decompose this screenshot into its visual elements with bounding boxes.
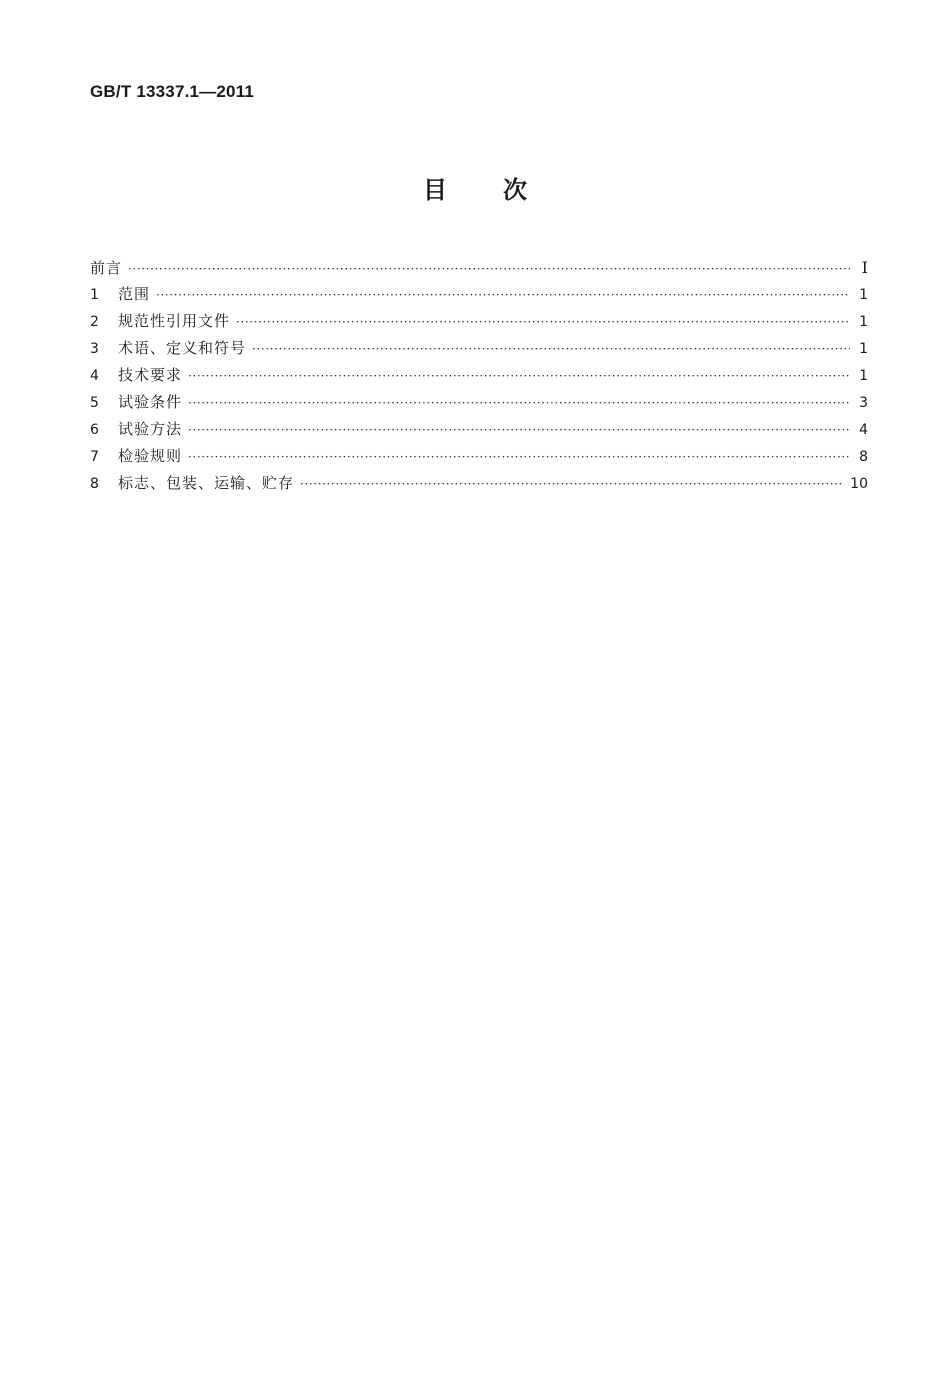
toc-entry-label: 技术要求: [118, 366, 183, 384]
toc-entry-test-conditions[interactable]: [90, 389, 868, 416]
table-of-contents: [90, 254, 868, 497]
toc-entry-number: 8: [90, 476, 99, 492]
toc-entry-page: 1: [859, 314, 868, 330]
toc-entry-label: 术语、定义和符号: [118, 339, 247, 357]
page-title: 目次: [423, 176, 583, 204]
toc-entry-label: 规范性引用文件: [118, 312, 231, 330]
toc-entry-label: 范围: [118, 285, 151, 303]
toc-leader-dots: [156, 282, 850, 309]
toc-entry-page: 10: [850, 476, 868, 492]
toc-entry-scope[interactable]: [90, 281, 868, 308]
toc-entry-terms-definitions[interactable]: [90, 335, 868, 362]
standard-code: GB/T 13337.1—2011: [90, 82, 255, 101]
toc-entry-number: 1: [90, 287, 99, 303]
toc-entry-page: 4: [859, 422, 868, 438]
toc-leader-dots: [300, 471, 844, 498]
toc-entry-number: 3: [90, 341, 99, 357]
toc-leader-dots: [252, 336, 850, 363]
toc-entry-page: 1: [859, 341, 868, 357]
toc-entry-number: 2: [90, 314, 99, 330]
toc-entry-page: I: [861, 258, 868, 277]
toc-entry-number: 7: [90, 449, 99, 465]
toc-leader-dots: [188, 444, 850, 471]
toc-entry-label: 试验条件: [118, 393, 183, 411]
toc-entry-label: 标志、包装、运输、贮存: [118, 474, 295, 492]
toc-entry-label: 检验规则: [118, 447, 183, 465]
toc-entry-inspection-rules[interactable]: [90, 443, 868, 470]
toc-leader-dots: [188, 417, 850, 444]
toc-entry-test-methods[interactable]: [90, 416, 868, 443]
toc-entry-label: 试验方法: [118, 420, 183, 438]
toc-entry-page: 3: [859, 395, 868, 411]
toc-entry-page: 8: [859, 449, 868, 465]
toc-entry-preface[interactable]: [90, 254, 868, 281]
toc-entry-label: 前言: [90, 259, 123, 277]
toc-entry-marking-packaging[interactable]: [90, 470, 868, 497]
toc-leader-dots: [236, 309, 850, 336]
toc-entry-number: 6: [90, 422, 99, 438]
toc-leader-dots: [128, 256, 850, 283]
toc-entry-normative-references[interactable]: [90, 308, 868, 335]
toc-entry-number: 4: [90, 368, 99, 384]
toc-entry-technical-requirements[interactable]: [90, 362, 868, 389]
toc-leader-dots: [188, 390, 850, 417]
toc-leader-dots: [188, 363, 850, 390]
toc-entry-page: 1: [859, 287, 868, 303]
toc-entry-page: 1: [859, 368, 868, 384]
toc-entry-number: 5: [90, 395, 99, 411]
